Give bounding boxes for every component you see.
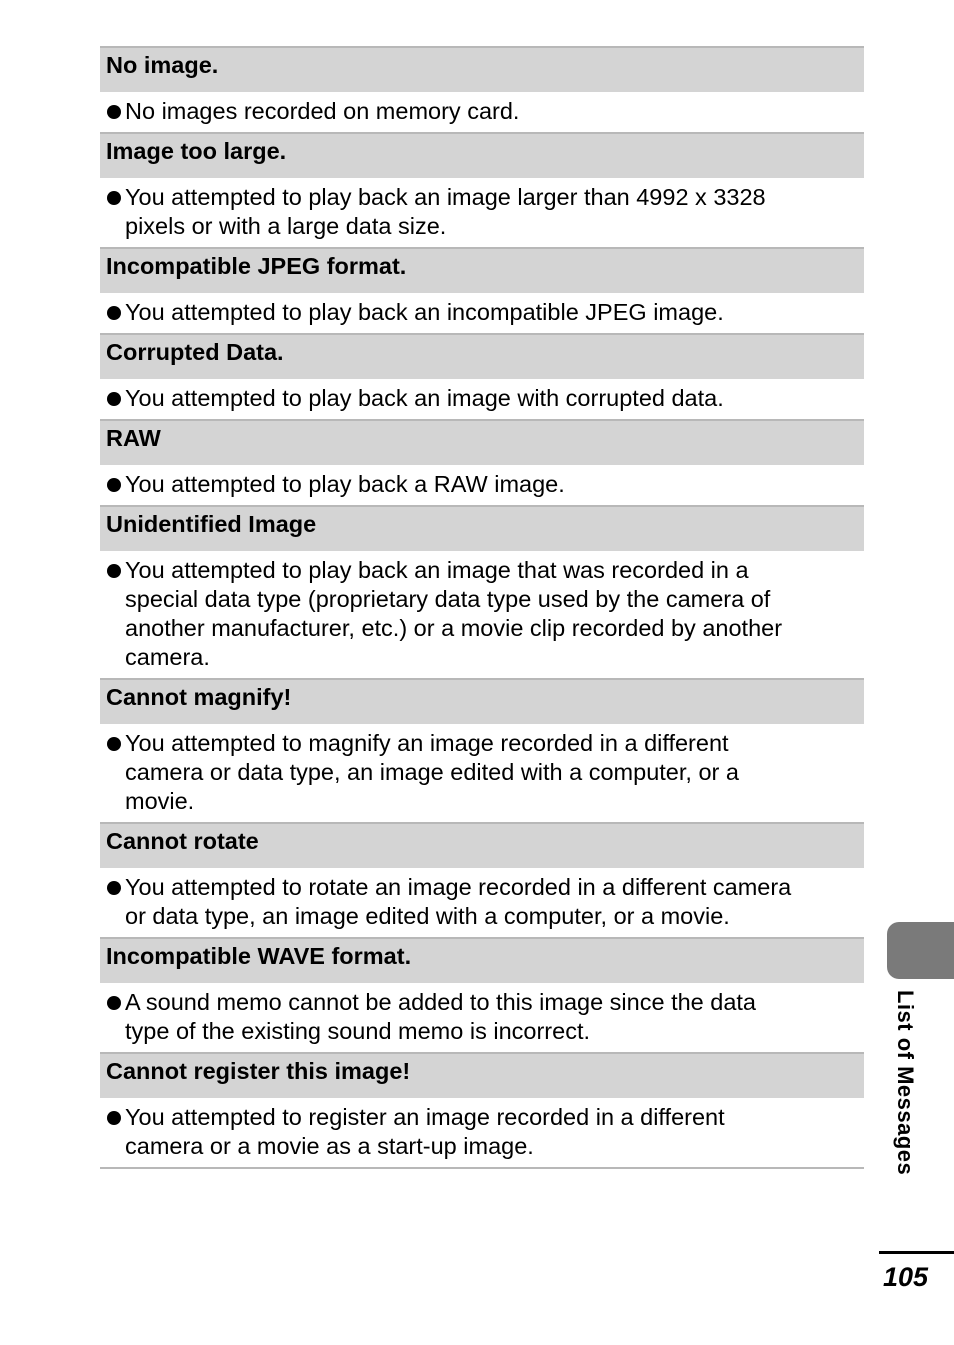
bullet-icon [107,737,121,751]
message-title: Image too large. [100,134,864,180]
message-entry-incompatible-jpeg [100,249,864,335]
message-description: You attempted to play back an image with corrupted data. [100,381,864,419]
message-entry-cannot-register [100,1054,864,1169]
message-description: A sound memo cannot be added to this image since the data type of the existing sound memo is incorrect. [100,985,864,1052]
message-description: No images recorded on memory card. [100,94,864,132]
bullet-icon [107,105,121,119]
message-title: Incompatible JPEG format. [100,249,864,295]
message-description: You attempted to play back an image larger than 4992 x 3328 pixels or with a large data size. [100,180,864,247]
message-title: Corrupted Data. [100,335,864,381]
message-entry-no-image [100,48,864,134]
message-entry-image-too-large [100,134,864,249]
page-number-rule [879,1251,954,1254]
message-entry-raw [100,421,864,507]
message-entry-unidentified-image [100,507,864,680]
message-title: Unidentified Image [100,507,864,553]
bullet-icon [107,564,121,578]
message-entry-incompatible-wave [100,939,864,1054]
message-title: Cannot rotate [100,824,864,870]
page-number: 105 [882,1262,928,1292]
message-title: Cannot register this image! [100,1054,864,1100]
message-description: You attempted to register an image recorded in a different camera or a movie as a start-up image. [100,1100,864,1167]
bullet-icon [107,881,121,895]
section-tab-marker [887,922,954,979]
message-description: You attempted to play back an incompatible JPEG image. [100,295,864,333]
bullet-icon [107,996,121,1010]
message-title: No image. [100,48,864,94]
bullet-icon [107,306,121,320]
message-title: Cannot magnify! [100,680,864,726]
message-table [100,46,864,1169]
message-description: You attempted to play back a RAW image. [100,467,864,505]
bullet-icon [107,1111,121,1125]
bullet-icon [107,478,121,492]
message-entry-cannot-rotate [100,824,864,939]
message-description: You attempted to rotate an image recorded in a different camera or data type, an image edited with a computer, or a movie. [100,870,864,937]
message-title: RAW [100,421,864,467]
section-side-label [880,990,930,1200]
section-label-text: List of Messages [893,990,918,1176]
message-entry-corrupted-data [100,335,864,421]
bullet-icon [107,191,121,205]
message-title: Incompatible WAVE format. [100,939,864,985]
bullet-icon [107,392,121,406]
message-entry-cannot-magnify [100,680,864,824]
message-description: You attempted to magnify an image recorded in a different camera or data type, an image edited with a computer, or a movie. [100,726,864,822]
message-description: You attempted to play back an image that was recorded in a special data type (proprietary data type used by the camera of another manufacturer, etc.) or a movie clip recorded by another camera. [100,553,864,678]
